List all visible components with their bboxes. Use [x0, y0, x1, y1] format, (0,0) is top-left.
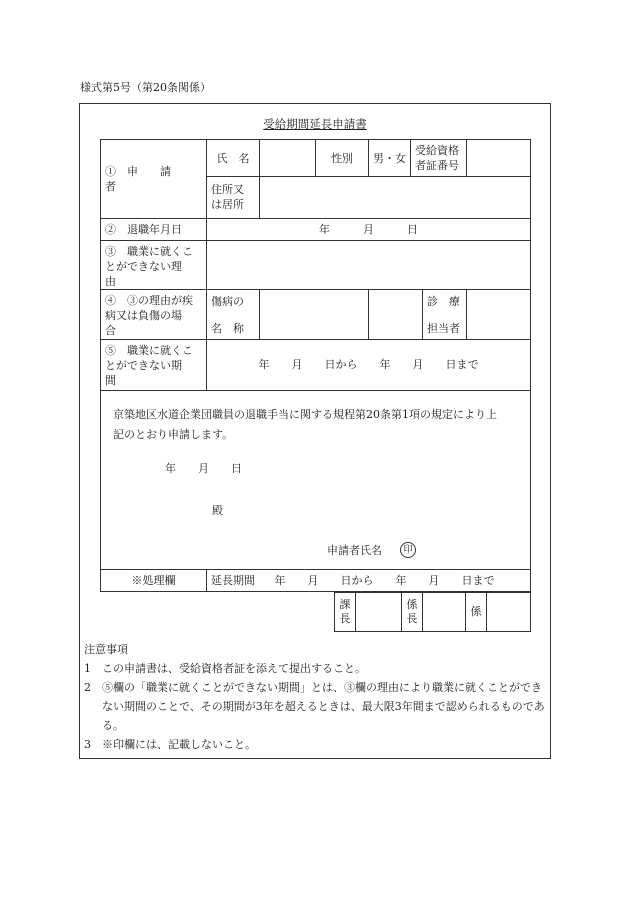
- statement-line-2: 記のとおり申請します。: [113, 427, 234, 441]
- doctor-label: [423, 289, 467, 339]
- subchief-label-line-2: 長: [406, 612, 418, 625]
- addressee-honorific: 殿: [212, 503, 223, 517]
- applicant-row: [101, 140, 531, 177]
- address-field[interactable]: [260, 177, 531, 218]
- notes-heading: 注意事項: [84, 643, 128, 656]
- form-title: [0, 117, 630, 131]
- cert-number-field[interactable]: [467, 140, 531, 177]
- processing-label: ※処理欄: [101, 569, 207, 591]
- subchief-stamp-box: [423, 593, 466, 632]
- illness-label-line-1: ④ ③の理由が疾: [105, 293, 193, 307]
- cert-label-line-2: 者証番号: [415, 159, 459, 173]
- cert-number-label: [411, 140, 467, 177]
- period-label-line-1: ⑤ 職業に就くこ: [105, 344, 193, 358]
- doctor-label-line-2: 担当者: [427, 321, 460, 335]
- chief-stamp-box: [356, 593, 402, 632]
- form-title-text: 受給期間延長申請書: [263, 117, 367, 131]
- approval-stamps: [334, 592, 531, 632]
- chief-label: [335, 593, 356, 632]
- application-table: [100, 139, 531, 592]
- chief-label-line-2: 長: [339, 612, 351, 625]
- subchief-label: [402, 593, 423, 632]
- notes-section: [84, 640, 546, 754]
- illness-label-line-2: 病又は負傷の場: [105, 308, 182, 322]
- reason-label-line-3: 由: [105, 274, 116, 288]
- reason-label: [101, 240, 207, 289]
- disease-label-line-1: 傷病の: [211, 294, 244, 308]
- sex-options[interactable]: 男・女: [369, 140, 411, 177]
- reason-row: [101, 240, 531, 289]
- reason-label-line-1: ③ 職業に就くこ: [105, 244, 193, 258]
- retirement-row: [101, 218, 531, 240]
- address-label: [207, 177, 260, 218]
- period-label-line-2: とができない期: [105, 359, 182, 373]
- doctor-name-field[interactable]: [467, 289, 531, 339]
- application-date[interactable]: 年 月 日: [165, 461, 242, 475]
- statement-line-1: 京築地区水道企業団職員の退職手当に関する規程第20条第1項の規定により上: [113, 407, 497, 421]
- processing-row: [101, 569, 531, 591]
- note-item-2: 2 ⑤欄の「職業に就くことができない期間」とは、③欄の理由により職業に就くことができない期間のことで、その期間が3年を超えるときは、最大限3年間まで認められるものである。: [84, 681, 545, 732]
- extension-period-range: 年 月 日から 年 月 日まで: [274, 573, 495, 587]
- processing-field: [207, 569, 531, 591]
- signature-label: 申請者氏名: [327, 543, 382, 557]
- sex-label: 性別: [316, 140, 369, 177]
- name-label: 氏 名: [207, 140, 260, 177]
- reason-label-line-2: とができない理: [105, 259, 182, 273]
- disease-label-line-2: 名 称: [211, 321, 244, 335]
- applicant-label: ① 申 請 者: [101, 140, 207, 219]
- illness-row: [101, 289, 531, 339]
- period-range-field[interactable]: 年 月 日から 年 月 日まで: [207, 340, 531, 390]
- illness-label-line-3: 合: [105, 323, 116, 337]
- note-item-1: 1 この申請書は、受給資格者証を添えて提出すること。: [84, 662, 366, 675]
- name-field[interactable]: [260, 140, 316, 177]
- seal-icon: 印: [400, 542, 416, 558]
- cert-label-line-1: 受給資格: [415, 144, 459, 158]
- chief-label-line-1: 課: [339, 598, 351, 611]
- note-item-3: 3 ※印欄には、記載しないこと。: [84, 738, 256, 751]
- address-label-line-1: 住所又: [211, 183, 244, 197]
- disease-name-field[interactable]: [260, 289, 369, 339]
- retirement-date-field[interactable]: 年 月 日: [207, 218, 531, 240]
- statement-block: [101, 390, 531, 569]
- reason-field[interactable]: [207, 240, 531, 289]
- doctor-label-line-1: 診 療: [427, 294, 460, 308]
- period-label-line-3: 間: [105, 374, 116, 388]
- statement-row: [101, 390, 531, 569]
- period-row: [101, 340, 531, 390]
- extension-period-label: 延長期間: [211, 573, 255, 587]
- retirement-label: ② 退職年月日: [101, 218, 207, 240]
- period-label: [101, 340, 207, 390]
- illness-label: [101, 289, 207, 339]
- disease-name-label: [207, 289, 260, 339]
- subchief-label-line-1: 係: [406, 598, 418, 611]
- address-label-line-2: は居所: [211, 198, 244, 212]
- doctor-field[interactable]: [369, 289, 423, 339]
- staff-stamp-box: [487, 593, 531, 632]
- staff-label: 係: [466, 593, 487, 632]
- form-number: 様式第5号（第20条関係）: [80, 81, 211, 94]
